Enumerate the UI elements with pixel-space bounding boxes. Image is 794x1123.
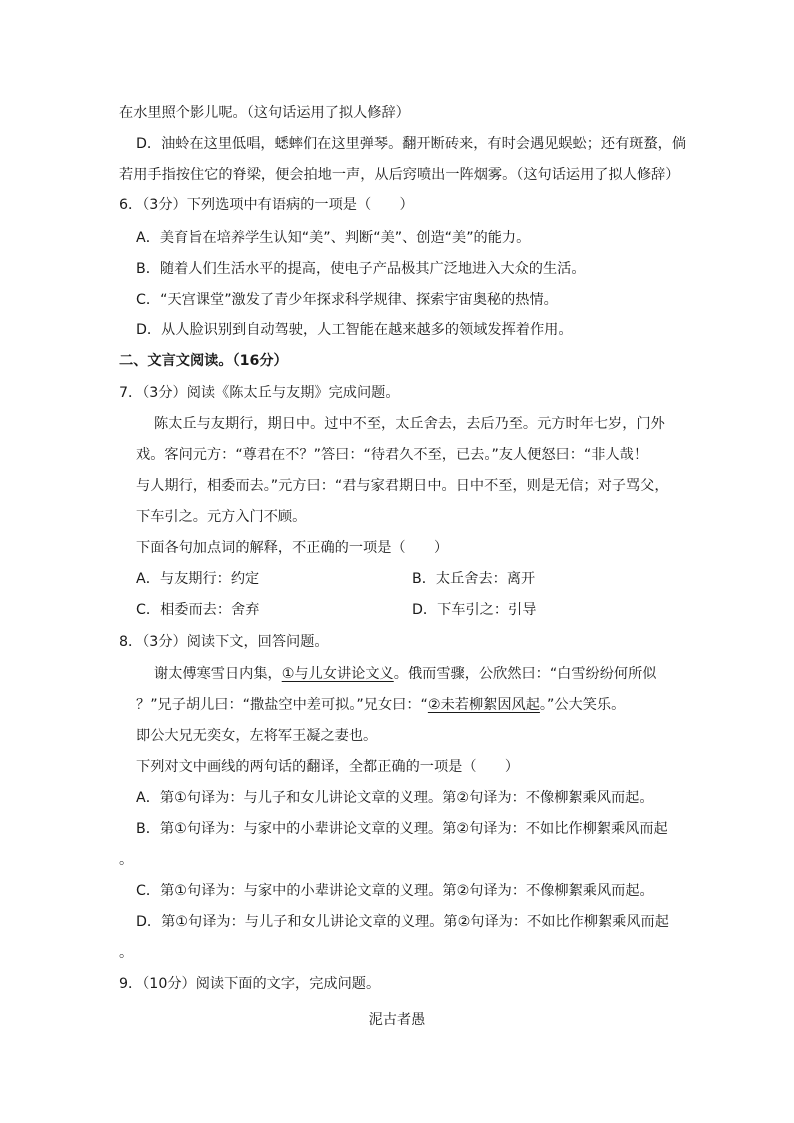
passage-text: ？”兄子胡儿曰：“撒盐空中差可拟。”兄女曰：“ [136, 697, 428, 713]
q6-option-d: D．从人脸识别到自动驾驶，人工智能在越来越多的领域发挥着作用。 [136, 322, 573, 338]
question-9: 9．（10分）阅读下面的文字，完成问题。 [119, 976, 381, 992]
q8-stem: 下列对文中画线的两句话的翻译，全都正确的一项是（ ） [136, 759, 520, 775]
option-d-line: D．油蛉在这里低唱，蟋蟀们在这里弹琴。翻开断砖来，有时会遇见蜈蚣；还有斑蝥，倘 [136, 136, 687, 152]
passage-line: 陈太丘与友期行，期日中。过中不至，太丘舍去，去后乃至。元方时年七岁，门外 [154, 416, 665, 432]
q7-option-b: B．太丘舍去：离开 [412, 571, 536, 587]
text-line: 在水里照个影儿呢。（这句话运用了拟人修辞） [119, 105, 410, 121]
section-heading: 二、文言文阅读。（16分） [119, 353, 288, 369]
q7-option-d: D．下车引之：引导 [412, 602, 537, 618]
passage-line: 戏。客问元方：“尊君在不？”答曰：“待君久不至，已去。”友人便怒曰：“非人哉！ [136, 447, 649, 463]
q7-option-c: C．相委而去：舍弃 [136, 602, 260, 618]
passage-line: 下车引之。元方入门不顾。 [136, 509, 307, 525]
passage-line [136, 695, 625, 715]
q8-option-b-cont: 。 [119, 852, 134, 868]
passage-text: 。”公大笑乐。 [539, 697, 626, 713]
underlined-sentence-1: ①与儿女讲论文义 [281, 666, 394, 682]
passage-text: 。俄而雪骤，公欣然曰：“白雪纷纷何所似 [393, 666, 657, 682]
passage-line [154, 664, 656, 684]
q7-stem: 下面各句加点词的解释，不正确的一项是（ ） [136, 540, 449, 556]
text-line: 若用手指按住它的脊梁，便会拍地一声，从后窍喷出一阵烟雾。（这句话运用了拟人修辞） [119, 167, 680, 183]
q6-option-b: B．随着人们生活水平的提高，使电子产品极其广泛地进入大众的生活。 [136, 261, 586, 277]
q8-option-b: B．第①句译为：与家中的小辈讲论文章的义理。第②句译为：不如比作柳絮乘风而起 [136, 821, 668, 837]
question-8: 8．（3分）阅读下文，回答问题。 [119, 634, 329, 650]
q6-option-a: A．美育旨在培养学生认知“美”、判断“美”、创造“美”的能力。 [136, 230, 531, 246]
q8-option-a: A．第①句译为：与儿子和女儿讲论文章的义理。第②句译为：不像柳絮乘风而起。 [136, 790, 654, 806]
q8-option-c: C．第①句译为：与家中的小辈讲论文章的义理。第②句译为：不像柳絮乘风而起。 [136, 883, 654, 899]
q8-option-d-cont: 。 [119, 945, 134, 961]
q7-option-a: A．与友期行：约定 [136, 571, 260, 587]
q8-option-d: D．第①句译为：与儿子和女儿讲论文章的义理。第②句译为：不如比作柳絮乘风而起 [136, 914, 669, 930]
question-7: 7．（3分）阅读《陈太丘与友期》完成问题。 [119, 385, 400, 401]
question-6: 6．（3分）下列选项中有语病的一项是（ ） [119, 197, 414, 213]
passage-line: 即公大兄无奕女，左将军王凝之妻也。 [136, 728, 378, 744]
passage-line: 与人期行，相委而去。”元方曰：“君与家君期日中。日中不至，则是无信；对子骂父， [136, 478, 669, 494]
passage-text: 谢太傅寒雪日内集， [154, 666, 282, 682]
q6-option-c: C．“天宫课堂”激发了青少年探求科学规律、探索宇宙奥秘的热情。 [136, 292, 558, 308]
underlined-sentence-2: ②未若柳絮因风起 [427, 697, 540, 713]
passage-title: 泥古者愚 [368, 1012, 426, 1028]
